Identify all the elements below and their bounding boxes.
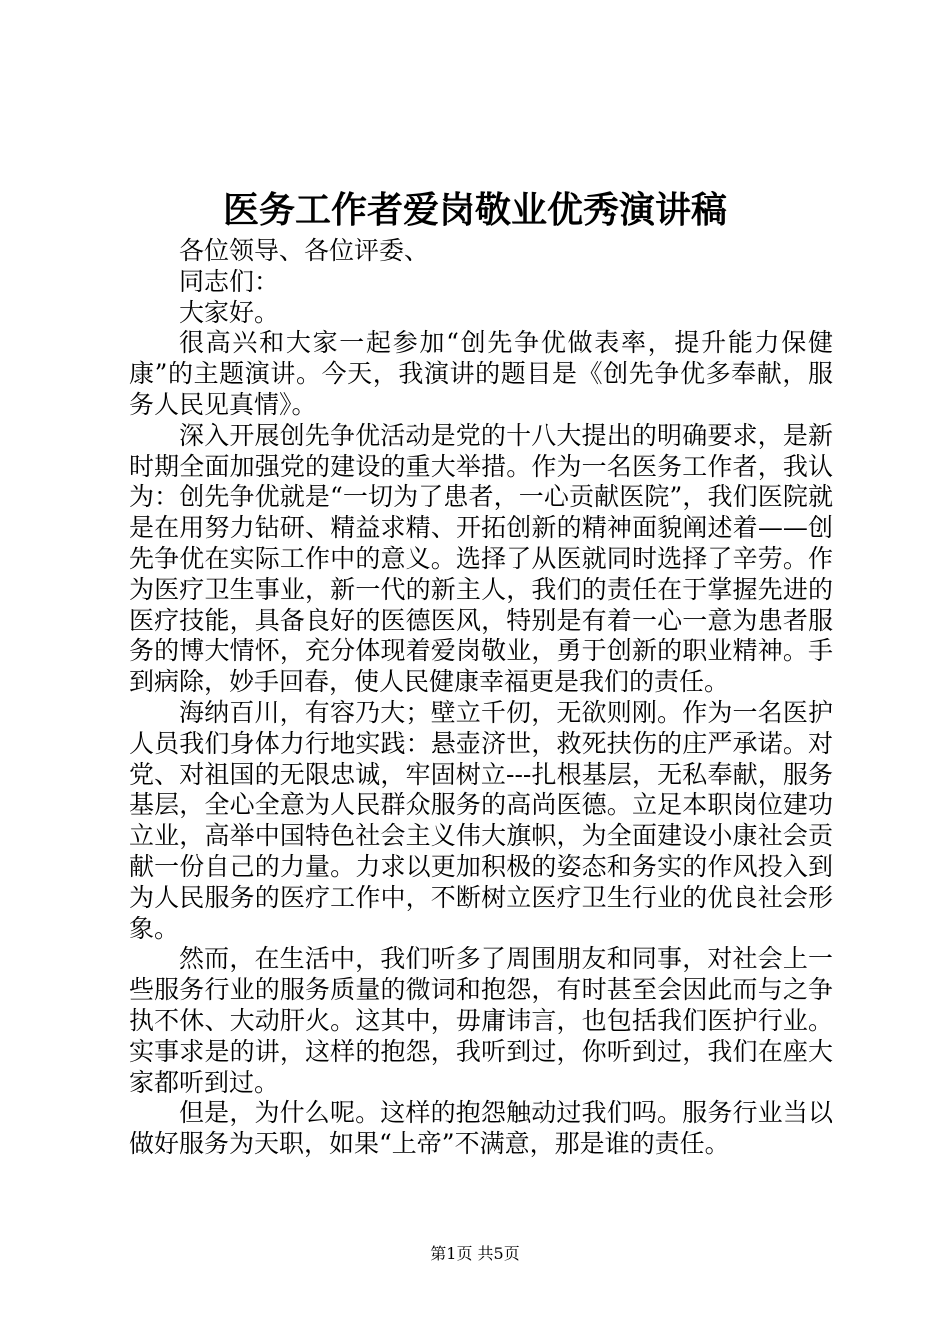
document-title: 医务工作者爱岗敬业优秀演讲稿 [222,189,727,231]
document-body [129,236,833,1160]
paragraph-salutation-1: 各位领导、各位评委、 [179,236,430,265]
page-footer: 第1页 共5页 [430,1244,520,1263]
paragraph-body-3: 然而，在生活中，我们听多了周围朋友和同事，对社会上一些服务行业的服务质量的微词和抱怨，有时甚至会因此而与之争执不休、大动肝火。这其中，毋庸讳言，也包括我们医护行业。实事求是的讲，这样的抱怨，我听到过，你听到过，我们在座大家都听到过。 [129,944,833,1097]
paragraph-salutation-2: 同志们： [179,266,280,296]
paragraph-body-4: 但是，为什么呢。这样的抱怨触动过我们吗。服务行业当以做好服务为天职，如果“上帝”不满意，那是谁的责任。 [129,1098,833,1159]
paragraph-body-2: 海纳百川，有容乃大；壁立千仞，无欲则刚。作为一名医护人员我们身体力行地实践：悬壶济世，救死扶伤的庄严承诺。对党、对祖国的无限忠诚，牢固树立---扎根基层，无私奉献，服务基层，全心全意为人民群众服务的高尚医德。立足本职岗位建功立业，高举中国特色社会主义伟大旗帜，为全面建设小康社会贡献一份自己的力量。力求以更加积极的姿态和务实的作风投入到为人民服务的医疗工作中，不断树立医疗卫生行业的优良社会形象。 [129,697,833,943]
paragraph-greeting: 大家好。 [179,297,280,327]
paragraph-body-1: 深入开展创先争优活动是党的十八大提出的明确要求，是新时期全面加强党的建设的重大举措。作为一名医务工作者，我认为：创先争优就是“一切为了患者，一心贡献医院”，我们医院就是在用努力钻研、精益求精、开拓创新的精神面貌阐述着——创先争优在实际工作中的意义。选择了从医就同时选择了辛劳。作为医疗卫生事业，新一代的新主人，我们的责任在于掌握先进的医疗技能，具备良好的医德医风，特别是有着一心一意为患者服务的博大情怀，充分体现着爱岗敬业，勇于创新的职业精神。手到病除，妙手回春，使人民健康幸福更是我们的责任。 [129,420,833,697]
paragraph-intro: 很高兴和大家一起参加“创先争优做表率，提升能力保健康”的主题演讲。今天，我演讲的题目是《创先争优多奉献，服务人民见真情》。 [129,328,833,419]
